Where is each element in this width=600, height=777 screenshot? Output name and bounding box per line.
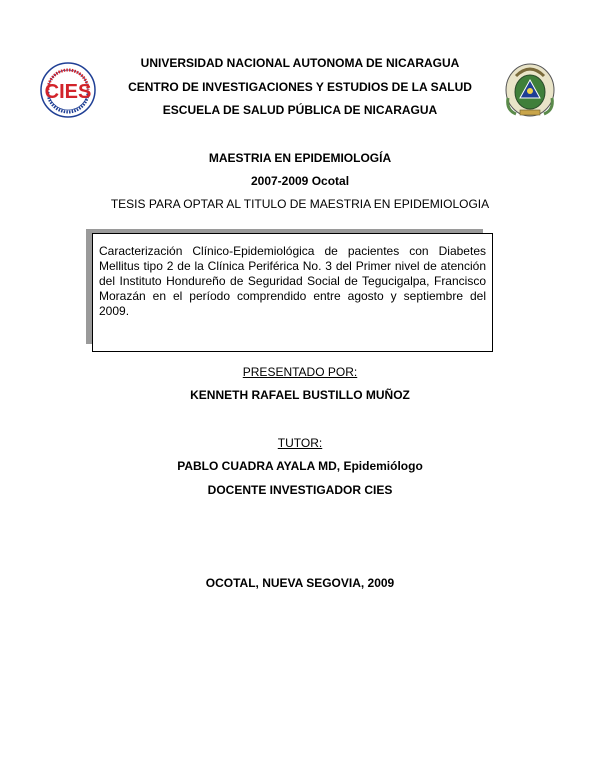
university-name: UNIVERSIDAD NACIONAL AUTONOMA DE NICARAGUA: [140, 56, 460, 70]
presenter-label: PRESENTADO POR:: [242, 365, 358, 379]
thesis-title: Caracterización Clínico-Epidemiológica de pacientes con Diabetes Mellitus tipo 2 de la Clínica Periférica No. 3 del Primer nivel de atención del Instituto Hondureño de Seguridad Social de Tegucigalpa, Francisco Morazán en el período comprendido entre agosto y septiembre del 2009.: [99, 244, 486, 318]
tutor-name: PABLO CUADRA AYALA MD, Epidemiólogo: [177, 459, 423, 473]
place-year: OCOTAL, NUEVA SEGOVIA, 2009: [205, 576, 395, 590]
school-name: ESCUELA DE SALUD PÚBLICA DE NICARAGUA: [162, 103, 438, 117]
program-period: 2007-2009 Ocotal: [250, 174, 350, 188]
thesis-title-box: [92, 233, 493, 352]
cies-logo-letters: CIES: [44, 81, 92, 103]
tutor-label: TUTOR:: [277, 436, 323, 450]
presenter-name: KENNETH RAFAEL BUSTILLO MUÑOZ: [190, 388, 410, 402]
thesis-purpose: TESIS PARA OPTAR AL TITULO DE MAESTRIA EN EPIDEMIOLOGIA: [110, 197, 490, 211]
center-name: CENTRO DE INVESTIGACIONES Y ESTUDIOS DE LA SALUD: [128, 80, 472, 94]
tutor-role: DOCENTE INVESTIGADOR CIES: [207, 483, 393, 497]
program-title: MAESTRIA EN EPIDEMIOLOGÍA: [208, 151, 392, 165]
